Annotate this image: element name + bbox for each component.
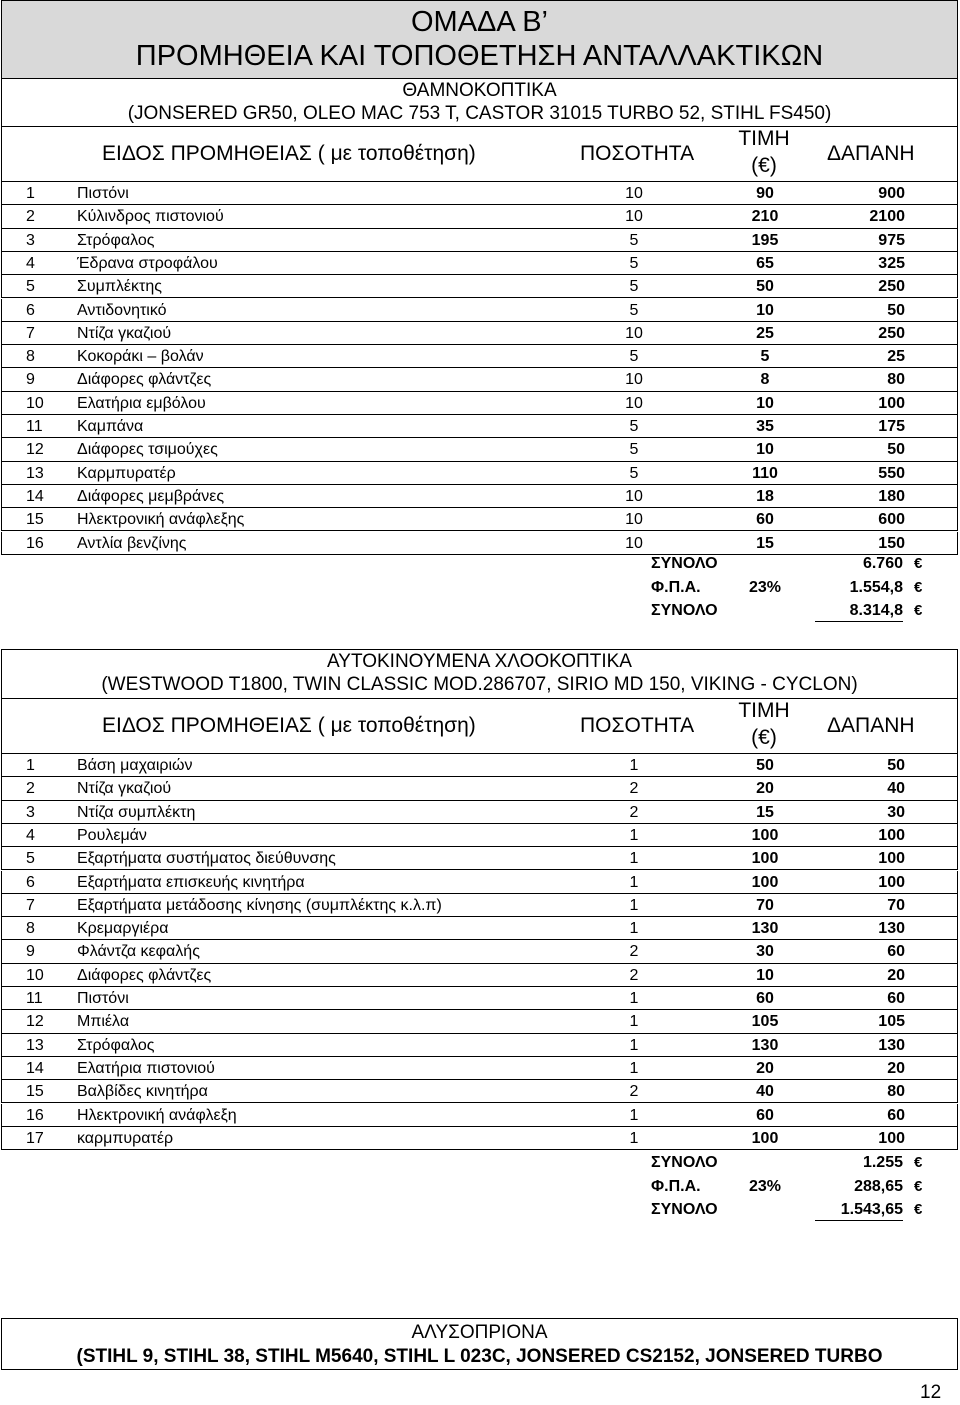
row-quantity: 1	[629, 896, 639, 914]
total-label: ΣΥΝΟΛΟ	[651, 602, 718, 619]
section-3-models: (STIHL 9, STIHL 38, STIHL M5640, STIHL L 023C, JONSERED CS2152, JONSERED TURBO	[76, 1346, 883, 1367]
row-price: 105	[751, 1013, 779, 1031]
row-number: 6	[26, 301, 35, 319]
row-cost: 25	[887, 348, 905, 366]
vat-value: 288,65	[854, 1178, 903, 1195]
row-description: Κοκοράκι – βολάν	[77, 348, 204, 366]
table-row	[1, 1034, 958, 1057]
table-row	[1, 508, 958, 531]
row-price: 20	[756, 1059, 774, 1077]
row-cost: 150	[878, 534, 905, 552]
row-description: Αντλία βενζίνης	[77, 534, 187, 552]
row-description: Ελατήρια εμβόλου	[77, 394, 206, 412]
row-price: 40	[756, 1083, 774, 1101]
table-row	[1, 299, 958, 322]
row-price: 50	[756, 757, 774, 774]
row-price: 10	[756, 441, 774, 459]
row-quantity: 5	[629, 278, 639, 296]
row-cost: 250	[878, 278, 905, 296]
row-description: Έδρανα στροφάλου	[77, 254, 218, 272]
row-cost: 130	[878, 920, 905, 938]
column-cost: ΔΑΠΑΝΗ	[827, 714, 915, 737]
section-3-category: ΑΛΥΣΟΠΡΙΟΝΑ	[411, 1322, 548, 1343]
row-number: 12	[26, 441, 44, 459]
row-cost: 70	[887, 896, 905, 914]
row-quantity: 1	[629, 1106, 639, 1124]
row-price: 90	[756, 185, 774, 202]
section-1-column-header	[1, 127, 958, 182]
row-cost: 975	[878, 231, 905, 249]
row-price: 100	[751, 873, 779, 891]
currency-symbol: €	[914, 1154, 923, 1171]
row-number: 11	[26, 418, 43, 435]
column-price-unit: (€)	[751, 154, 777, 177]
row-price: 100	[751, 1129, 779, 1147]
row-number: 13	[26, 1036, 44, 1054]
row-description: Στρόφαλος	[77, 1036, 155, 1054]
row-cost: 50	[887, 757, 905, 774]
section-1-header	[1, 79, 958, 127]
row-cost: 100	[878, 394, 905, 412]
row-number: 7	[26, 896, 35, 914]
table-row	[1, 275, 958, 298]
row-price: 210	[751, 208, 779, 226]
table-row	[1, 1057, 958, 1080]
row-price: 60	[756, 990, 774, 1007]
table-row	[1, 322, 958, 345]
row-description: Βαλβίδες κινητήρα	[77, 1083, 208, 1101]
vat-value: 1.554,8	[849, 579, 903, 596]
table-row	[1, 438, 958, 461]
group-subject: ΠΡΟΜΗΘΕΙΑ ΚΑΙ ΤΟΠΟΘΕΤΗΣΗ ΑΝΤΑΛΛΑΚΤΙΚΩΝ	[135, 40, 824, 72]
row-number: 15	[26, 1083, 44, 1101]
row-price: 195	[751, 231, 779, 249]
row-quantity: 1	[629, 850, 639, 868]
row-cost: 900	[878, 185, 905, 202]
table-row	[1, 964, 958, 987]
row-price: 10	[756, 394, 774, 412]
row-number: 16	[26, 534, 44, 552]
row-cost: 30	[887, 803, 905, 821]
row-quantity: 10	[625, 487, 643, 505]
table-row	[1, 368, 958, 391]
row-cost: 20	[887, 1059, 905, 1077]
row-description: Εξαρτήματα μετάδοσης κίνησης (συμπλέκτης κ.λ.π)	[77, 896, 442, 914]
row-description: Ντίζα γκαζιού	[77, 780, 172, 798]
row-quantity: 1	[629, 990, 639, 1007]
row-description: Καμπάνα	[77, 418, 144, 435]
row-cost: 2100	[869, 208, 905, 226]
row-number: 10	[26, 966, 44, 984]
row-cost: 20	[887, 966, 905, 984]
total-value: 8.314,8	[815, 601, 903, 622]
row-quantity: 5	[629, 464, 639, 482]
column-price-unit: (€)	[751, 726, 777, 749]
table-row	[1, 462, 958, 485]
row-price: 65	[756, 254, 774, 272]
row-number: 14	[26, 1059, 44, 1077]
row-quantity: 10	[625, 534, 643, 552]
table-row	[1, 917, 958, 940]
row-quantity: 1	[629, 757, 639, 774]
row-description: Καρμπυρατέρ	[77, 464, 176, 482]
row-number: 12	[26, 1013, 44, 1031]
row-price: 15	[756, 803, 774, 821]
table-row	[1, 894, 958, 917]
row-number: 8	[26, 348, 35, 366]
column-price: ΤΙΜΗ	[738, 127, 790, 150]
table-row	[1, 229, 958, 252]
row-quantity: 2	[629, 1083, 639, 1101]
row-price: 70	[756, 896, 774, 914]
table-row	[1, 847, 958, 870]
table-row	[1, 824, 958, 847]
row-number: 4	[26, 254, 35, 272]
row-price: 100	[751, 826, 779, 844]
row-description: Βάση μαχαιριών	[77, 757, 193, 774]
row-price: 130	[751, 920, 779, 938]
row-price: 5	[760, 348, 770, 366]
row-quantity: 5	[629, 231, 639, 249]
table-row	[1, 801, 958, 824]
column-price: ΤΙΜΗ	[738, 699, 790, 722]
subtotal-value: 1.255	[862, 1154, 903, 1171]
row-price: 35	[756, 418, 774, 435]
row-price: 60	[756, 511, 774, 529]
currency-symbol: €	[914, 1201, 923, 1218]
row-number: 15	[26, 511, 44, 529]
row-cost: 250	[878, 324, 905, 342]
table-row	[1, 754, 958, 777]
table-row	[1, 777, 958, 800]
row-quantity: 10	[625, 511, 643, 529]
row-price: 8	[760, 371, 770, 389]
currency-symbol: €	[914, 1178, 923, 1195]
row-number: 8	[26, 920, 35, 938]
column-quantity: ΠΟΣΟΤΗΤΑ	[580, 142, 695, 165]
table-row	[1, 1104, 958, 1127]
table-row	[1, 1080, 958, 1103]
row-number: 9	[26, 371, 35, 389]
column-cost: ΔΑΠΑΝΗ	[827, 142, 915, 165]
row-cost: 325	[878, 254, 905, 272]
currency-symbol: €	[914, 602, 923, 619]
row-number: 6	[26, 873, 35, 891]
row-price: 130	[751, 1036, 779, 1054]
vat-rate: 23%	[749, 1178, 782, 1195]
row-cost: 600	[878, 511, 905, 529]
row-description: Διάφορες φλάντζες	[77, 371, 212, 389]
row-cost: 105	[878, 1013, 905, 1031]
row-cost: 60	[887, 990, 905, 1007]
currency-symbol: €	[914, 579, 923, 596]
row-description: Διάφορες μεμβράνες	[77, 487, 225, 505]
row-description: Διάφορες τσιμούχες	[77, 441, 218, 459]
row-cost: 130	[878, 1036, 905, 1054]
row-cost: 50	[887, 441, 905, 459]
row-number: 3	[26, 803, 35, 821]
row-price: 50	[756, 278, 774, 296]
row-price: 60	[756, 1106, 774, 1124]
row-quantity: 5	[629, 348, 639, 366]
section-1-category: ΘΑΜΝΟΚΟΠΤΙΚΑ	[402, 80, 557, 101]
row-cost: 550	[878, 464, 905, 482]
row-cost: 80	[887, 1083, 905, 1101]
row-quantity: 10	[625, 324, 643, 342]
row-description: Μπιέλα	[77, 1013, 130, 1031]
row-quantity: 10	[625, 371, 643, 389]
row-cost: 180	[878, 487, 905, 505]
row-quantity: 2	[629, 966, 639, 984]
row-cost: 80	[887, 371, 905, 389]
row-quantity: 10	[625, 208, 643, 226]
row-description: Ντίζα γκαζιού	[77, 324, 172, 342]
row-price: 30	[756, 943, 774, 961]
row-number: 2	[26, 780, 35, 798]
row-number: 16	[26, 1106, 44, 1124]
row-quantity: 5	[629, 254, 639, 272]
table-row	[1, 345, 958, 368]
total-value: 1.543,65	[815, 1200, 903, 1221]
row-description: Πιστόνι	[77, 990, 129, 1007]
column-description: ΕΙΔΟΣ ΠΡΟΜΗΘΕΙΑΣ ( με τοποθέτηση)	[102, 142, 476, 165]
row-quantity: 1	[629, 873, 639, 891]
table-row	[1, 940, 958, 963]
row-description: Διάφορες φλάντζες	[77, 966, 212, 984]
table-row	[1, 1010, 958, 1033]
vat-label: Φ.Π.Α.	[651, 1178, 701, 1195]
section-2-category: ΑΥΤΟΚΙΝΟΥΜΕΝΑ ΧΛΟΟΚΟΠΤΙΚΑ	[327, 651, 632, 672]
row-cost: 50	[887, 301, 905, 319]
table-row	[1, 415, 958, 438]
group-title: ΟΜΑΔΑ Β’	[410, 6, 548, 38]
row-quantity: 1	[629, 826, 639, 844]
total-label: ΣΥΝΟΛΟ	[651, 1201, 718, 1218]
row-description: καρμπυρατέρ	[77, 1129, 174, 1147]
table-row	[1, 871, 958, 894]
section-2-column-header	[1, 699, 958, 754]
subtotal-value: 6.760	[862, 555, 903, 572]
row-price: 10	[756, 301, 774, 319]
subtotal-label: ΣΥΝΟΛΟ	[651, 1154, 718, 1171]
row-quantity: 5	[629, 301, 639, 319]
page-number: 12	[920, 1382, 942, 1403]
row-price: 100	[751, 850, 779, 868]
row-quantity: 1	[629, 1013, 639, 1031]
column-description: ΕΙΔΟΣ ΠΡΟΜΗΘΕΙΑΣ ( με τοποθέτηση)	[102, 714, 476, 737]
row-number: 17	[26, 1129, 44, 1147]
row-number: 1	[26, 757, 35, 774]
row-price: 20	[756, 780, 774, 798]
row-number: 4	[26, 826, 35, 844]
row-description: Ντίζα συμπλέκτη	[77, 803, 196, 821]
row-description: Κρεμαργιέρα	[77, 920, 169, 938]
column-quantity: ΠΟΣΟΤΗΤΑ	[580, 714, 695, 737]
row-description: Κύλινδρος πιστονιού	[77, 208, 224, 226]
row-cost: 100	[878, 850, 905, 868]
row-description: Ηλεκτρονική ανάφλεξης	[77, 511, 245, 529]
table-row	[1, 532, 958, 555]
row-cost: 100	[878, 1129, 905, 1147]
row-quantity: 2	[629, 943, 639, 961]
row-number: 5	[26, 850, 35, 868]
row-quantity: 2	[629, 803, 639, 821]
row-cost: 40	[887, 780, 905, 798]
group-title-box	[1, 0, 958, 79]
row-price: 10	[756, 966, 774, 984]
row-description: Εξαρτήματα συστήματος διεύθυνσης	[77, 850, 336, 868]
row-number: 5	[26, 278, 35, 296]
table-row	[1, 392, 958, 415]
row-number: 10	[26, 394, 44, 412]
table-row	[1, 1127, 958, 1150]
row-price: 15	[756, 534, 774, 552]
row-description: Ρουλεμάν	[77, 826, 147, 844]
vat-rate: 23%	[749, 579, 782, 596]
row-description: Συμπλέκτης	[77, 278, 162, 296]
row-description: Πιστόνι	[77, 185, 129, 202]
row-description: Εξαρτήματα επισκευής κινητήρα	[77, 873, 305, 891]
row-cost: 100	[878, 873, 905, 891]
table-row	[1, 987, 958, 1010]
section-2-header	[1, 649, 958, 699]
table-row	[1, 252, 958, 275]
row-number: 13	[26, 464, 44, 482]
table-row	[1, 205, 958, 228]
table-row	[1, 485, 958, 508]
row-description: Ηλεκτρονική ανάφλεξη	[77, 1106, 237, 1124]
row-quantity: 1	[629, 920, 639, 938]
row-cost: 60	[887, 1106, 905, 1124]
row-price: 25	[756, 324, 774, 342]
row-description: Φλάντζα κεφαλής	[77, 943, 200, 961]
row-quantity: 5	[629, 441, 639, 459]
table-row	[1, 182, 958, 205]
row-cost: 175	[878, 418, 905, 435]
row-quantity: 10	[625, 185, 643, 202]
section-3-header	[1, 1318, 958, 1370]
row-description: Ελατήρια πιστονιού	[77, 1059, 215, 1077]
row-quantity: 1	[629, 1036, 639, 1054]
row-number: 2	[26, 208, 35, 226]
row-quantity: 1	[629, 1129, 639, 1147]
row-cost: 100	[878, 826, 905, 844]
row-description: Αντιδονητικό	[77, 301, 167, 319]
row-quantity: 5	[629, 418, 639, 435]
row-quantity: 1	[629, 1059, 639, 1077]
section-1-models: (JONSERED GR50, OLEO MAC 753 T, CASTOR 31015 TURBO 52, STIHL FS450)	[127, 103, 832, 124]
subtotal-label: ΣΥΝΟΛΟ	[651, 555, 718, 572]
row-number: 9	[26, 943, 35, 961]
row-price: 18	[756, 487, 774, 505]
row-number: 7	[26, 324, 35, 342]
vat-label: Φ.Π.Α.	[651, 579, 701, 596]
section-2-models: (WESTWOOD T1800, TWIN CLASSIC MOD.286707, SIRIO MD 150, VIKING - CYCLON)	[101, 674, 858, 695]
row-number: 14	[26, 487, 44, 505]
currency-symbol: €	[914, 555, 923, 572]
row-number: 3	[26, 231, 35, 249]
row-cost: 60	[887, 943, 905, 961]
row-quantity: 10	[625, 394, 643, 412]
row-price: 110	[752, 464, 778, 482]
row-number: 1	[26, 185, 35, 202]
row-quantity: 2	[629, 780, 639, 798]
row-number: 11	[26, 990, 43, 1007]
row-description: Στρόφαλος	[77, 231, 155, 249]
